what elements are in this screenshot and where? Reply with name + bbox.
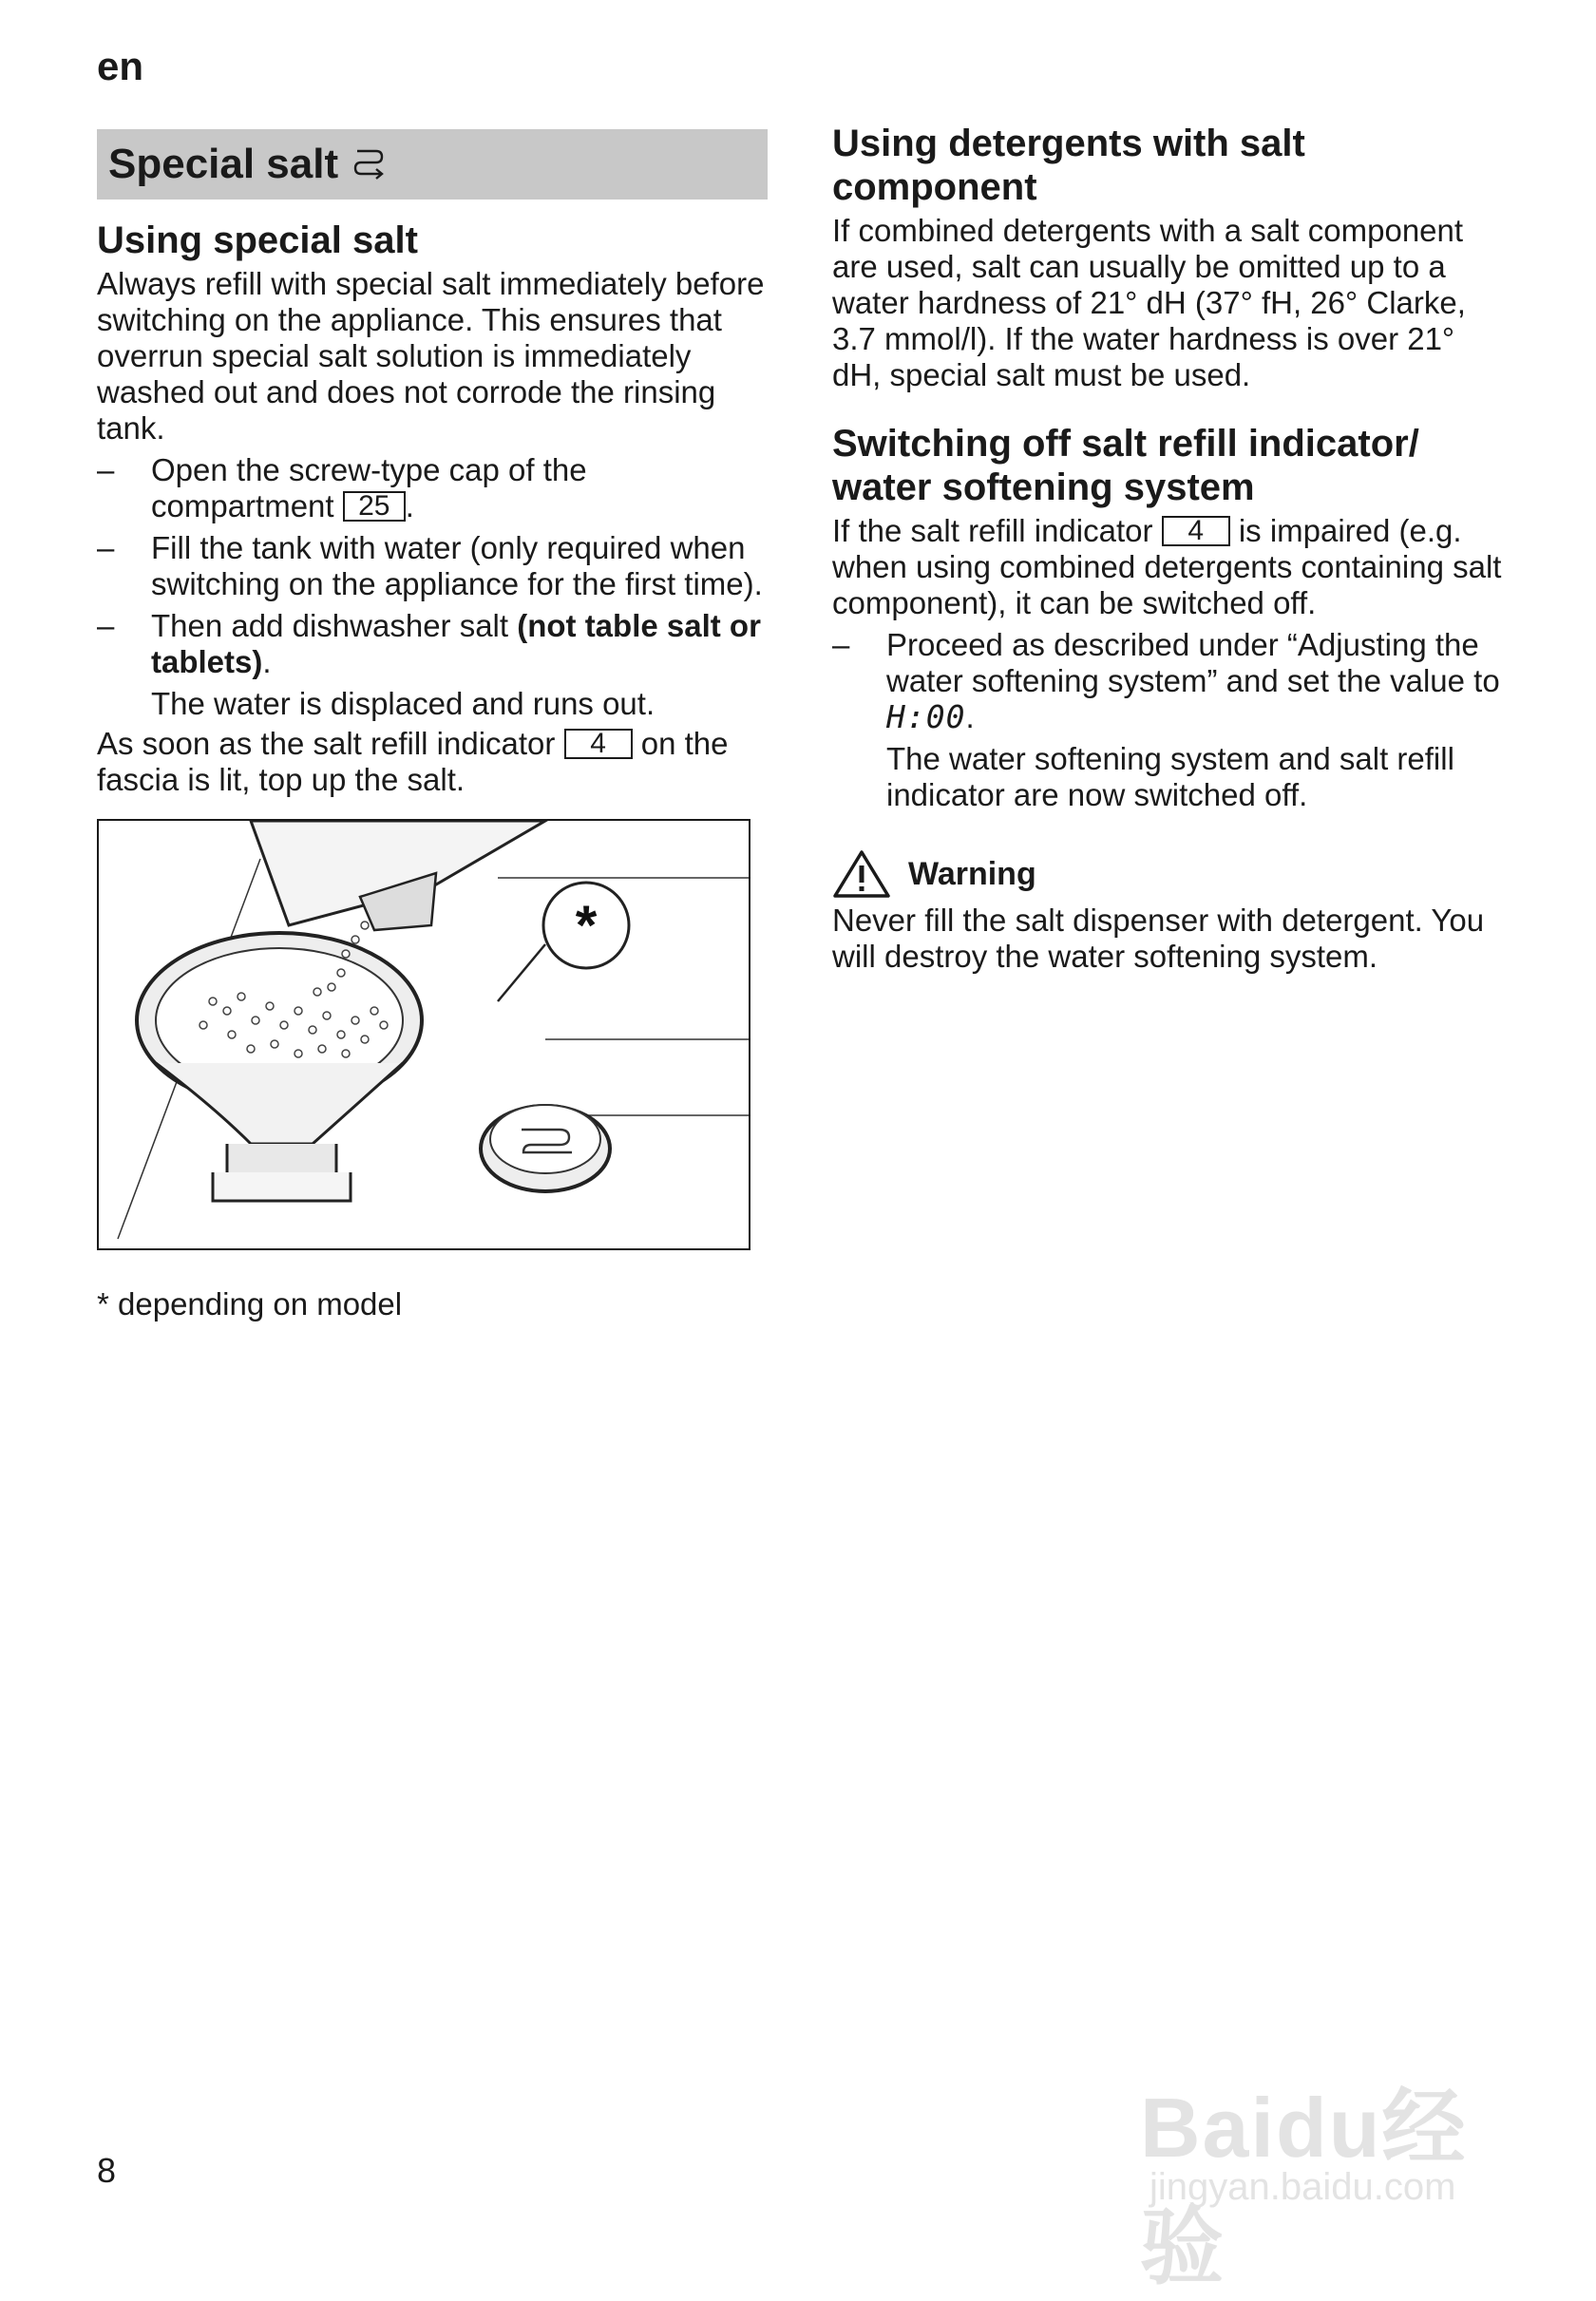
section-title-bar <box>97 129 768 200</box>
left-column <box>97 129 768 1322</box>
step-end: . <box>405 488 414 523</box>
switch-pre: If the salt refill indicator <box>832 513 1153 548</box>
step-bold-note: (not table salt or tablets) <box>151 608 761 679</box>
step-text: Fill the tank with water (only required when switching on the appliance for the first time). <box>151 530 763 601</box>
watermark <box>1130 2024 1530 2294</box>
heading-using-special-salt: Using special salt <box>97 219 418 261</box>
switch-off-paragraph <box>832 513 1509 621</box>
lcd-value: H:00 <box>886 698 966 735</box>
list-dash: – <box>832 627 850 662</box>
language-code: en <box>97 44 144 88</box>
salt-symbol-icon <box>350 145 388 183</box>
step-end: . <box>965 699 975 734</box>
step-fill-water <box>97 530 768 602</box>
step-result: The water is displaced and runs out. <box>151 686 656 721</box>
step-text: Proceed as described under “Adjusting the water softening system” and set the value to <box>886 627 1500 698</box>
salt-funnel-illustration <box>97 819 750 1250</box>
section-title: Special salt <box>108 141 339 187</box>
list-dash: – <box>97 452 115 487</box>
warning-text: Never fill the salt dispenser with detergent. You will destroy the water softening system. <box>832 903 1485 974</box>
heading-switch-off: Switching off salt refill indicator/ water softening system <box>832 423 1419 508</box>
list-dash: – <box>97 608 115 643</box>
watermark-url: jingyan.baidu.com <box>1150 2166 1456 2208</box>
step-adjust-softening <box>832 627 1509 735</box>
step-open-cap <box>97 452 768 524</box>
warning-heading <box>832 849 1509 899</box>
indicator-post: on the fascia is lit, top up the salt. <box>97 726 729 797</box>
reference-box: 25 <box>343 491 406 522</box>
intro-paragraph: Always refill with special salt immediately before switching on the appliance. This ensures that overrun special salt solution is immediately washed out and does not corrode the rinsing tank. <box>97 266 765 446</box>
detergents-paragraph: If combined detergents with a salt component are used, salt can usually be omitted up to a water hardness of 21° dH (37° fH, 26° Clarke, 3.7 mmol/l). If the water hardness is over 21° dH, special salt must be used. <box>832 213 1466 392</box>
indicator-paragraph <box>97 726 768 798</box>
heading-detergents-salt: Using detergents with salt component <box>832 123 1305 208</box>
reference-box: 4 <box>564 729 633 759</box>
figure-star: * <box>575 895 598 957</box>
funnel-drawing <box>99 821 749 1248</box>
watermark-brand: Baidu经验 <box>1140 2081 1468 2294</box>
right-column <box>832 122 1509 975</box>
footnote: * depending on model <box>97 1286 403 1322</box>
step-text: Then add dishwasher salt <box>151 608 518 643</box>
step-end: . <box>262 644 272 679</box>
warning-title: Warning <box>908 855 1036 892</box>
page-number: 8 <box>97 2151 117 2190</box>
step-add-salt <box>97 608 768 680</box>
indicator-pre: As soon as the salt refill indicator <box>97 726 556 761</box>
switch-post: is impaired (e.g. when using combined detergents containing salt component), it can be switched off. <box>832 513 1502 620</box>
list-dash: – <box>97 530 115 565</box>
reference-box: 4 <box>1162 516 1230 546</box>
step-text: Open the screw-type cap of the compartment <box>151 452 587 523</box>
step-result: The water softening system and salt refill indicator are now switched off. <box>886 741 1454 812</box>
warning-triangle-icon <box>832 849 891 899</box>
